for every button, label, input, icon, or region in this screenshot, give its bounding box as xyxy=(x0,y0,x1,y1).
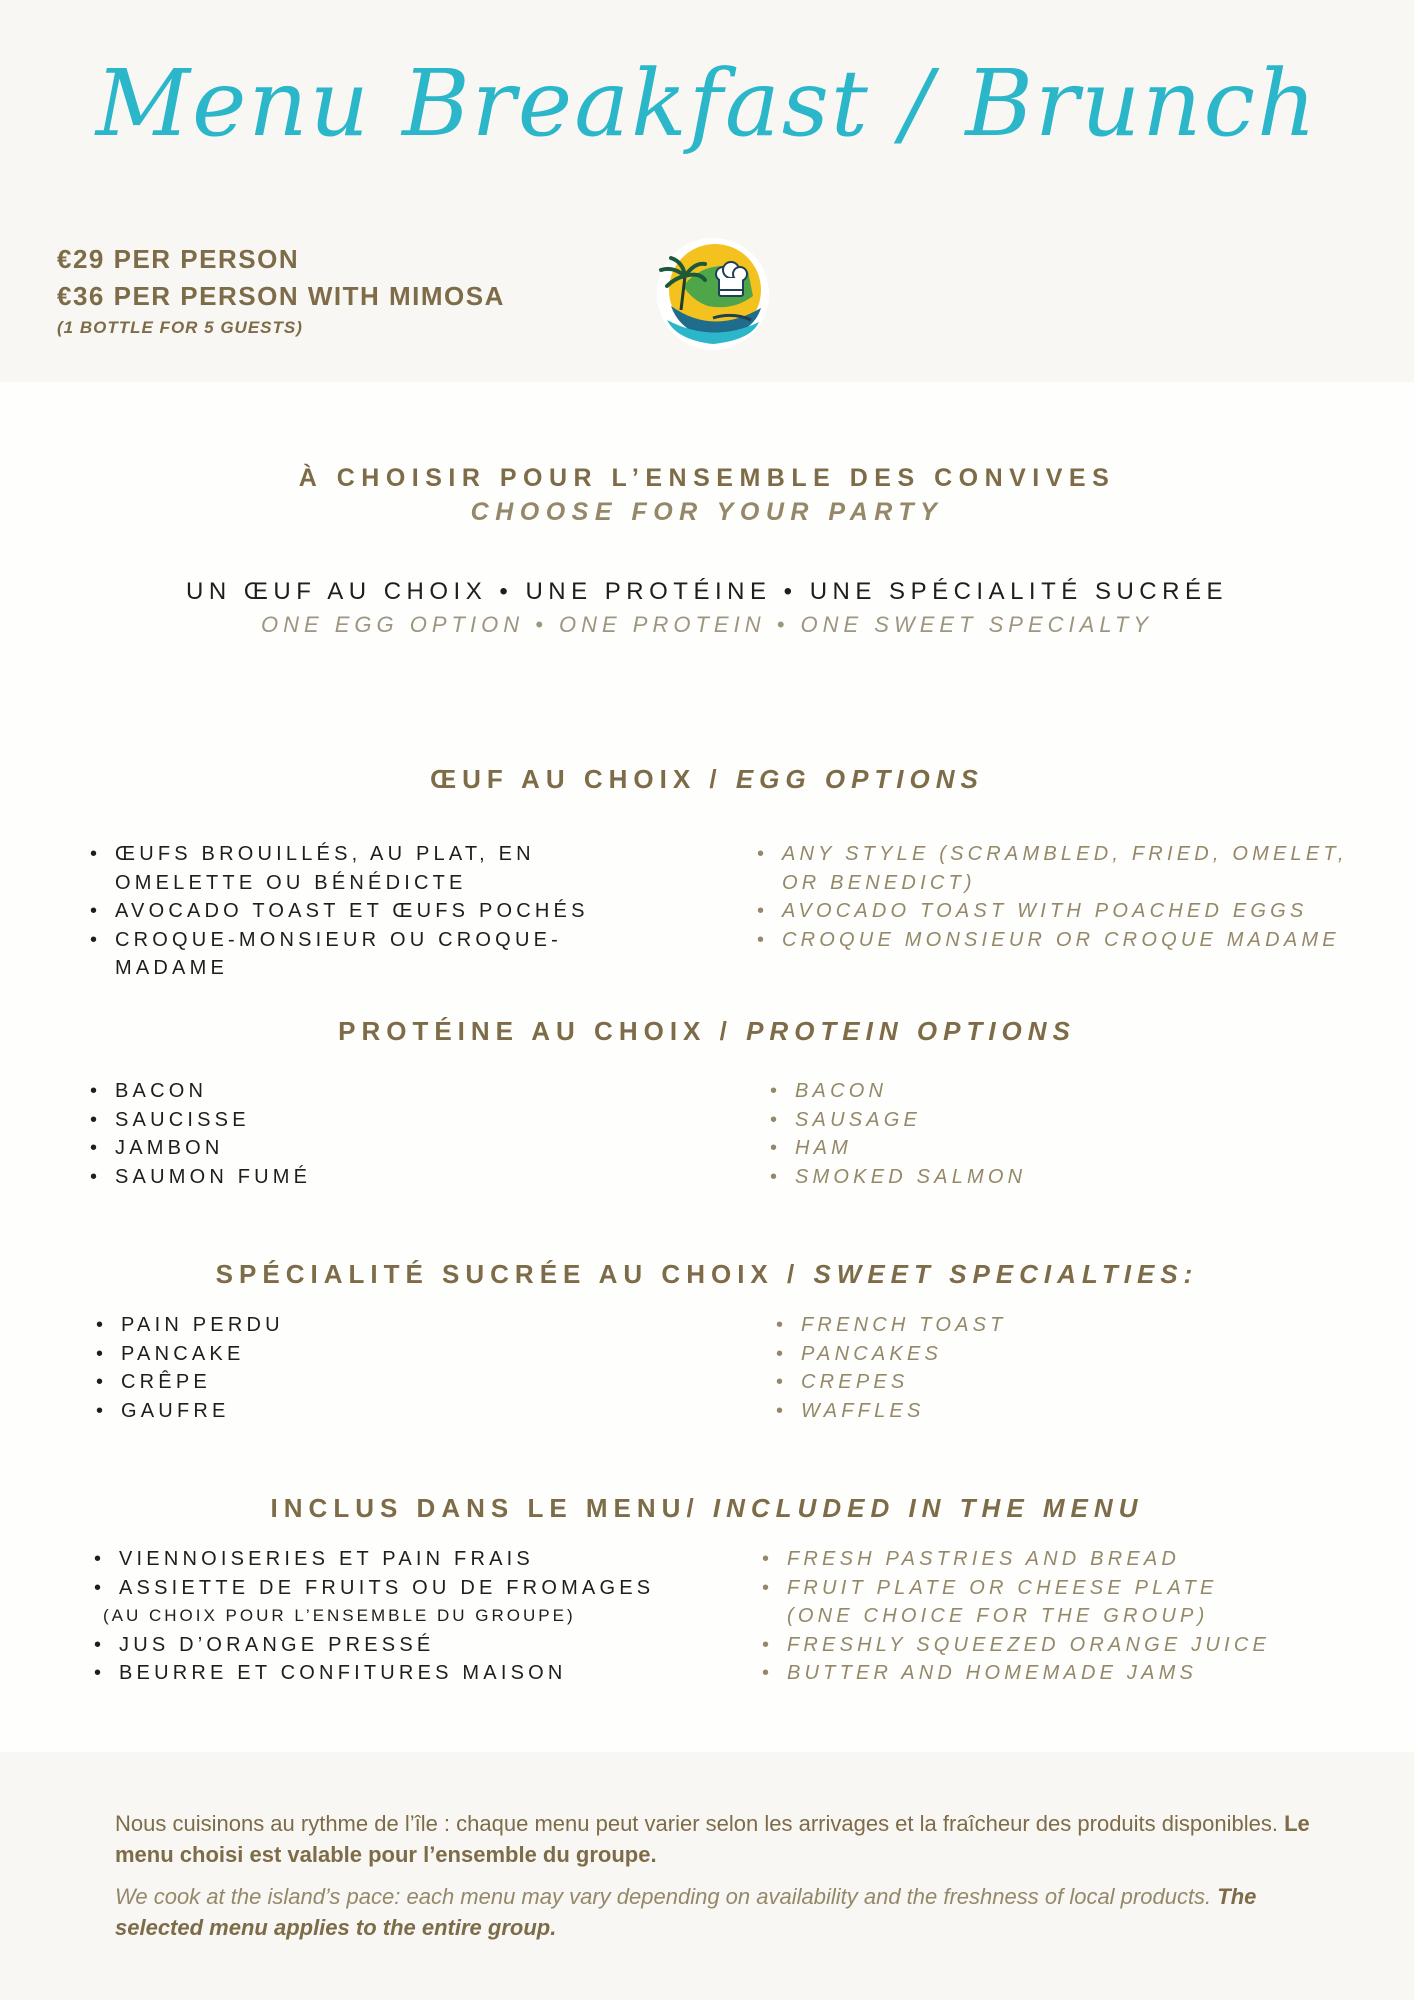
included-heading xyxy=(0,1493,1414,1524)
group-choice-note: (AU CHOIX POUR L’ENSEMBLE DU GROUPE) xyxy=(103,1606,576,1625)
egg-list-en xyxy=(755,840,1355,954)
list-item xyxy=(760,1574,1360,1631)
sweet-list-en xyxy=(774,1311,1334,1425)
list-item: • FRENCH TOAST xyxy=(774,1311,1334,1340)
included-list-en xyxy=(760,1545,1360,1688)
footer-bold-en: The selected menu applies to the entire group. xyxy=(115,1884,1257,1940)
list-item-text: FRUIT PLATE OR CHEESE PLATE xyxy=(787,1576,1218,1599)
list-item: • ANY STYLE (SCRAMBLED, FRIED, OMELET, OR BENEDICT) xyxy=(755,840,1355,897)
sweet-heading-en: SWEET SPECIALTIES: xyxy=(813,1259,1199,1289)
list-item: • BACON xyxy=(768,1077,1328,1106)
protein-heading-fr: PROTÉINE AU CHOIX / xyxy=(338,1016,747,1046)
sweet-list-fr xyxy=(94,1311,654,1425)
list-item: • AVOCADO TOAST WITH POACHED EGGS xyxy=(755,897,1355,926)
menu-title: Menu Breakfast / Brunch xyxy=(95,50,1319,157)
list-item: • PANCAKES xyxy=(774,1340,1334,1369)
list-item: • CREPES xyxy=(774,1368,1334,1397)
list-item: • VIENNOISERIES ET PAIN FRAIS xyxy=(92,1545,732,1574)
list-item: • SAUCISSE xyxy=(88,1106,648,1135)
formula-en: ONE EGG OPTION • ONE PROTEIN • ONE SWEET SPECIALTY xyxy=(260,612,1154,637)
sweet-specialties-heading xyxy=(0,1259,1414,1290)
included-heading-en: INCLUDED IN THE MENU xyxy=(712,1493,1144,1523)
list-item: • JAMBON xyxy=(88,1134,648,1163)
footer-text-fr: Nous cuisinons au rythme de l’île : chaque menu peut varier selon les arrivages et la fraîcheur des produits disponibles. xyxy=(115,1811,1285,1836)
list-item: • GAUFRE xyxy=(94,1397,654,1426)
list-item: • SAUMON FUMÉ xyxy=(88,1163,648,1192)
price-with-mimosa: €36 PER PERSON WITH MIMOSA xyxy=(57,281,505,311)
sweet-heading-fr: SPÉCIALITÉ SUCRÉE AU CHOIX / xyxy=(215,1259,814,1289)
list-item: • BUTTER AND HOMEMADE JAMS xyxy=(760,1659,1360,1688)
egg-list-fr xyxy=(88,840,648,983)
included-list-fr xyxy=(92,1545,732,1688)
protein-list-en xyxy=(768,1077,1328,1191)
protein-list-fr xyxy=(88,1077,648,1191)
price-per-person: €29 PER PERSON xyxy=(57,244,300,274)
protein-heading-en: PROTEIN OPTIONS xyxy=(746,1016,1076,1046)
group-choice-note: (ONE CHOICE FOR THE GROUP) xyxy=(787,1605,1209,1627)
list-item: • CROQUE MONSIEUR OR CROQUE MADAME xyxy=(755,926,1355,955)
list-item: • PANCAKE xyxy=(94,1340,654,1369)
list-item: • PAIN PERDU xyxy=(94,1311,654,1340)
choose-heading-fr: À CHOISIR POUR L’ENSEMBLE DES CONVIVES xyxy=(298,464,1116,492)
list-item: • SMOKED SALMON xyxy=(768,1163,1328,1192)
list-item: • JUS D’ORANGE PRESSÉ xyxy=(92,1631,732,1660)
footer-text-en: We cook at the island’s pace: each menu may vary depending on availability and the freshness of local products. xyxy=(115,1884,1218,1909)
island-chef-logo-icon xyxy=(653,236,773,352)
list-item: • BACON xyxy=(88,1077,648,1106)
list-item: • BEURRE ET CONFITURES MAISON xyxy=(92,1659,732,1688)
list-item-text: ASSIETTE DE FRUITS OU DE FROMAGES xyxy=(119,1576,655,1599)
egg-heading-en: EGG OPTIONS xyxy=(735,764,984,794)
list-item: • CROQUE-MONSIEUR OU CROQUE-MADAME xyxy=(88,926,648,983)
footer-band xyxy=(0,1752,1414,2000)
protein-options-heading xyxy=(0,1016,1414,1047)
list-item: • CRÊPE xyxy=(94,1368,654,1397)
list-item: • HAM xyxy=(768,1134,1328,1163)
list-item: • FRESHLY SQUEEZED ORANGE JUICE xyxy=(760,1631,1360,1660)
formula-fr: UN ŒUF AU CHOIX • UNE PROTÉINE • UNE SPÉCIALITÉ SUCRÉE xyxy=(186,578,1228,605)
list-item: • WAFFLES xyxy=(774,1397,1334,1426)
footer-note-fr xyxy=(115,1808,1315,1870)
list-item: • FRESH PASTRIES AND BREAD xyxy=(760,1545,1360,1574)
list-item: • SAUSAGE xyxy=(768,1106,1328,1135)
footer-note-en xyxy=(115,1881,1315,1943)
list-item: • ŒUFS BROUILLÉS, AU PLAT, EN OMELETTE OU BÉNÉDICTE xyxy=(88,840,648,897)
list-item xyxy=(92,1574,732,1631)
choose-heading-en: CHOOSE FOR YOUR PARTY xyxy=(470,498,944,526)
included-heading-fr: INCLUS DANS LE MENU/ xyxy=(270,1493,713,1523)
price-note: (1 BOTTLE FOR 5 GUESTS) xyxy=(57,318,303,337)
list-item: • AVOCADO TOAST ET ŒUFS POCHÉS xyxy=(88,897,648,926)
egg-heading-fr: ŒUF AU CHOIX / xyxy=(430,764,736,794)
egg-options-heading xyxy=(0,764,1414,795)
footer-bold-fr: Le menu choisi est valable pour l’ensemble du groupe. xyxy=(115,1811,1310,1867)
